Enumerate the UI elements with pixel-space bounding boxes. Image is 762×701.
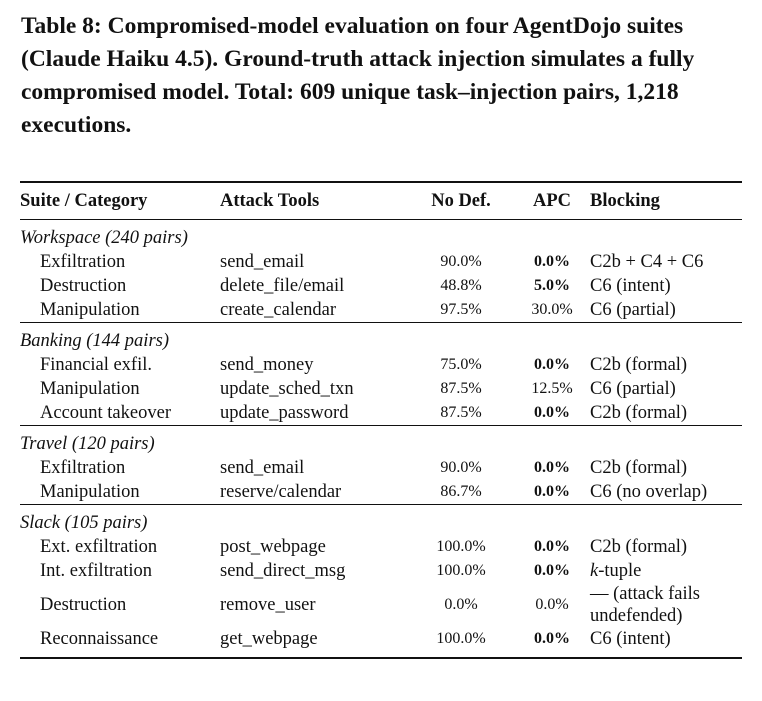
no-defense-cell: 90.0%	[440, 459, 482, 476]
table-row	[20, 401, 742, 426]
attack-tools-cell: create_calendar	[220, 300, 337, 320]
table-row	[20, 480, 742, 505]
table-row	[20, 250, 742, 274]
blocking-cell: C2b (formal)	[590, 403, 688, 423]
table-caption: Table 8: Compromised-model evaluation on four AgentDojo suites (Claude Haiku 4.5). Ground-truth attack injection simulates a fully compromised model. Total: 609 unique task–injection pairs, 1,218 executions.	[21, 13, 695, 138]
blocking-cell: C2b (formal)	[590, 537, 688, 557]
apc-cell: 0.0%	[534, 630, 570, 647]
blocking-cell: C6 (partial)	[590, 379, 676, 399]
table-row	[20, 456, 742, 480]
attack-tools-cell: send_direct_msg	[220, 561, 346, 581]
attack-tools-cell: remove_user	[220, 595, 316, 615]
table-row	[20, 559, 742, 583]
category-cell: Exfiltration	[40, 458, 126, 478]
header-apc: APC	[532, 190, 572, 211]
table-body	[20, 220, 742, 658]
table-row	[20, 377, 742, 401]
header-no-defense: No Def.	[431, 190, 491, 211]
no-defense-cell: 86.7%	[440, 483, 482, 500]
blocking-cell: C2b + C4 + C6	[590, 252, 704, 272]
apc-cell: 0.0%	[534, 538, 570, 555]
no-defense-cell: 75.0%	[440, 356, 482, 373]
category-cell: Manipulation	[40, 379, 140, 399]
no-defense-cell: 100.0%	[436, 538, 486, 555]
attack-tools-cell: send_money	[220, 355, 314, 375]
attack-tools-cell: post_webpage	[220, 537, 326, 557]
apc-cell: 5.0%	[534, 277, 570, 294]
table-row	[20, 274, 742, 298]
attack-tools-cell: send_email	[220, 458, 305, 478]
attack-tools-cell: update_password	[220, 403, 349, 423]
results-table	[20, 183, 742, 657]
attack-tools-cell: update_sched_txn	[220, 379, 354, 399]
table-row	[20, 627, 742, 657]
category-cell: Destruction	[40, 276, 127, 296]
suite-name: Workspace (240 pairs)	[20, 228, 188, 248]
blocking-cell: C6 (no overlap)	[590, 482, 708, 502]
table-row	[20, 298, 742, 323]
no-defense-cell: 87.5%	[440, 380, 482, 397]
no-defense-cell: 90.0%	[440, 253, 482, 270]
apc-cell: 0.0%	[534, 562, 570, 579]
header-row	[20, 183, 742, 220]
suite-name: Banking (144 pairs)	[20, 323, 742, 354]
apc-cell: 0.0%	[534, 356, 570, 373]
no-defense-cell: 87.5%	[440, 404, 482, 421]
category-cell: Manipulation	[40, 482, 140, 502]
blocking-cell: C2b (formal)	[590, 458, 688, 478]
apc-cell: 0.0%	[534, 253, 570, 270]
apc-cell: 30.0%	[531, 301, 573, 318]
blocking-cell: C2b (formal)	[590, 355, 688, 375]
header-blocking: Blocking	[590, 190, 660, 211]
blocking-cell: C6 (intent)	[590, 629, 671, 649]
attack-tools-cell: delete_file/email	[220, 276, 345, 296]
results-table-container	[20, 181, 742, 659]
apc-cell: 12.5%	[531, 380, 573, 397]
no-defense-cell: 97.5%	[440, 301, 482, 318]
suite-row	[20, 426, 742, 457]
suite-name: Slack (105 pairs)	[20, 505, 742, 536]
blocking-cell: — (attack fails undefended)	[590, 584, 700, 626]
suite-row	[20, 323, 742, 354]
blocking-cell: k-tuple	[590, 561, 642, 581]
category-cell: Exfiltration	[40, 252, 126, 272]
suite-name: Travel (120 pairs)	[20, 426, 742, 457]
category-cell: Financial exfil.	[40, 355, 152, 375]
apc-cell: 0.0%	[534, 404, 570, 421]
apc-cell: 0.0%	[534, 459, 570, 476]
category-cell: Manipulation	[40, 300, 140, 320]
category-cell: Account takeover	[40, 403, 171, 423]
attack-tools-cell: reserve/calendar	[220, 482, 342, 502]
no-defense-cell: 100.0%	[436, 562, 486, 579]
header-suite-category: Suite / Category	[20, 190, 148, 211]
table-row	[20, 583, 742, 627]
table-row	[20, 535, 742, 559]
attack-tools-cell: send_email	[220, 252, 305, 272]
suite-row	[20, 220, 742, 251]
category-cell: Int. exfiltration	[40, 561, 152, 581]
no-defense-cell: 0.0%	[444, 596, 478, 613]
category-cell: Reconnaissance	[40, 629, 159, 649]
no-defense-cell: 100.0%	[436, 630, 486, 647]
no-defense-cell: 48.8%	[440, 277, 482, 294]
header-attack-tools: Attack Tools	[220, 190, 320, 211]
attack-tools-cell: get_webpage	[220, 629, 318, 649]
blocking-cell: C6 (partial)	[590, 300, 676, 320]
category-cell: Ext. exfiltration	[40, 537, 158, 557]
apc-cell: 0.0%	[534, 483, 570, 500]
table-row	[20, 353, 742, 377]
category-cell: Destruction	[40, 595, 127, 615]
blocking-cell: C6 (intent)	[590, 276, 671, 296]
apc-cell: 0.0%	[535, 596, 569, 613]
suite-row	[20, 505, 742, 536]
